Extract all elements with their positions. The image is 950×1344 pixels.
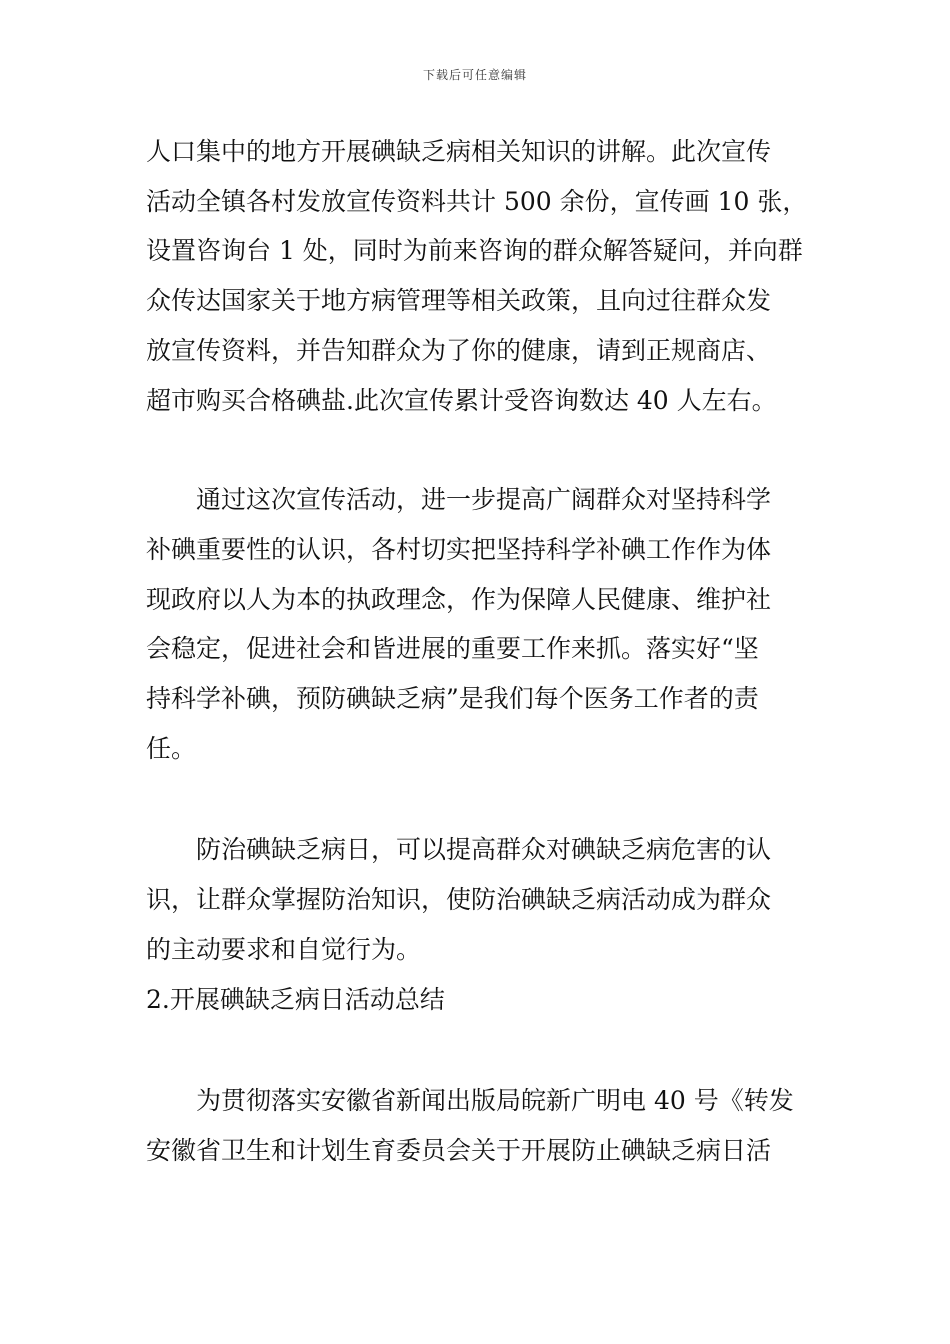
text-line: 活动全镇各村发放宣传资料共计 500 余份，宣传画 10 张， xyxy=(146,186,808,216)
text-line: 安徽省卫生和计划生育委员会关于开展防止碘缺乏病日活 xyxy=(146,1135,772,1165)
text-line: 持科学补碘，预防碘缺乏病”是我们每个医务工作者的责 xyxy=(146,684,759,714)
paragraph-3 xyxy=(146,825,808,974)
paragraph-4 xyxy=(146,1076,808,1175)
text-line: 放宣传资料，并告知群众为了你的健康，请到正规商店、 xyxy=(146,335,772,365)
text-line: 众传达国家关于地方病管理等相关政策，且向过往群众发 xyxy=(146,286,772,316)
text-line: 人口集中的地方开展碘缺乏病相关知识的讲解。此次宣传 xyxy=(146,137,772,166)
text-line: 为贯彻落实安徽省新闻出版局皖新广明电 40 号《转发 xyxy=(196,1086,794,1116)
text-line: 防治碘缺乏病日，可以提高群众对碘缺乏病危害的认 xyxy=(196,835,772,865)
text-line: 超市购买合格碘盐.此次宣传累计受咨询数达 40 人左右。 xyxy=(146,385,777,415)
text-line: 的主动要求和自觉行为。 xyxy=(146,934,422,964)
paragraph-2 xyxy=(146,475,808,773)
text-line: 通过这次宣传活动，进一步提高广阔群众对坚持科学 xyxy=(196,485,772,515)
text-line: 补碘重要性的认识，各村切实把坚持科学补碘工作作为体 xyxy=(146,534,772,564)
text-line: 现政府以人为本的执政理念，作为保障人民健康、维护社 xyxy=(146,584,772,614)
text-line: 会稳定，促进社会和皆进展的重要工作来抓。落实好“坚 xyxy=(146,634,759,664)
text-line: 任。 xyxy=(146,733,197,763)
text-line: 设置咨询台 1 处，同时为前来咨询的群众解答疑问，并向群 xyxy=(146,236,803,266)
page-header: 下载后可任意编辑 xyxy=(422,68,527,82)
paragraph-1 xyxy=(146,127,808,425)
section-heading: 2.开展碘缺乏病日活动总结 xyxy=(146,984,445,1014)
text-line: 识，让群众掌握防治知识，使防治碘缺乏病活动成为群众 xyxy=(146,885,772,915)
document-body xyxy=(146,127,808,1176)
